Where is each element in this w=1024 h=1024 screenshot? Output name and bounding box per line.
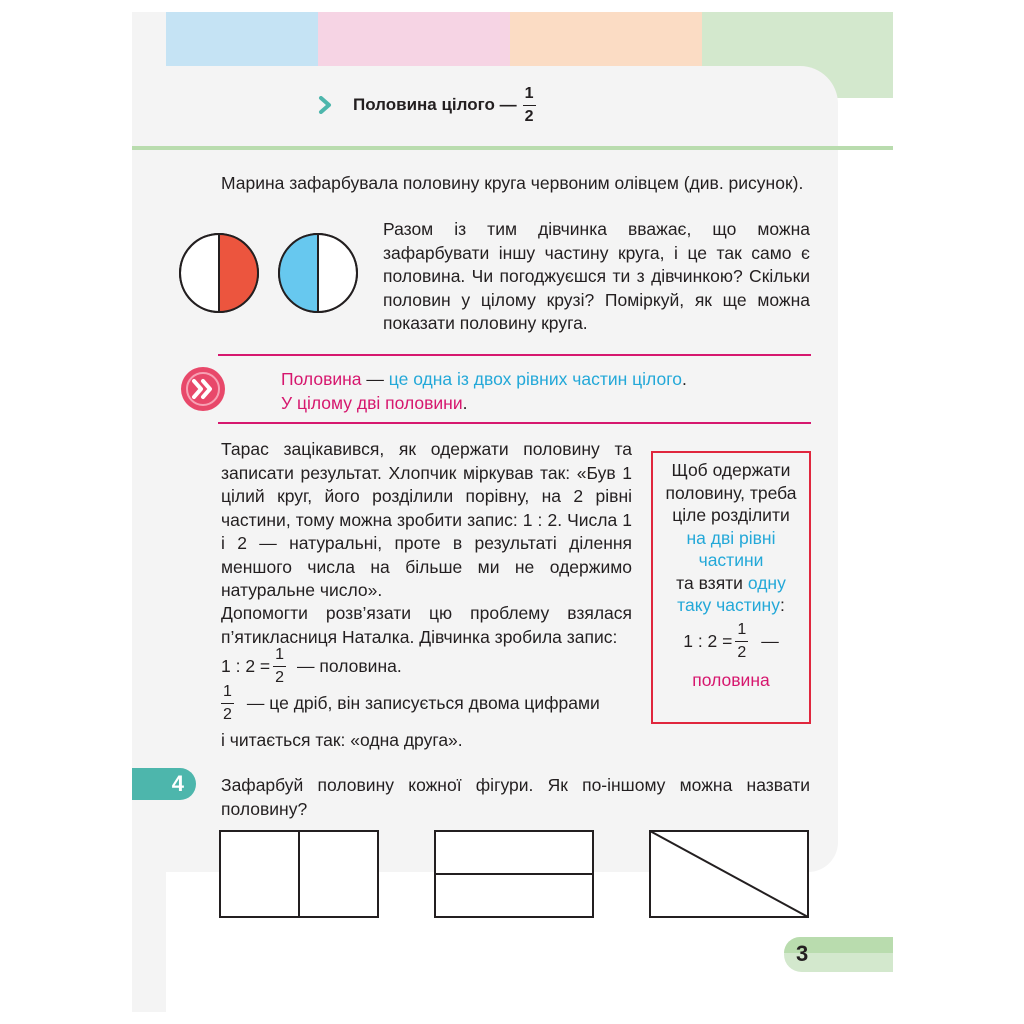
half-circles-figure xyxy=(178,230,360,321)
story-equation: 1 : 2 = $\frac{1}{2}$ — половина. xyxy=(221,645,402,686)
page-number-tab xyxy=(784,937,893,972)
definition-text: Половина — це одна із двох рівних частин цілого. У цілому дві половини. xyxy=(281,369,687,413)
definition-top-line xyxy=(218,354,811,356)
story-paragraph-1: Тарас зацікавився, як одержати половину та записати результат. Хлопчик міркував так: «Був 1 цілий круг, його розділили порівну, на 2 рівні частини, тому можна зробити запис: 1 : 2. Числа 1 і 2 — натуральні, проте в результаті ділення меншого числа на більше ми не одержимо натуральне число». xyxy=(221,439,632,600)
blue-half xyxy=(279,234,318,312)
story-paragraph-3-end: і читається так: «одна друга». xyxy=(221,730,463,750)
definition-bottom-line xyxy=(218,422,811,424)
rectangle-split-diagonal[interactable] xyxy=(649,830,811,925)
intro-question: Разом із тим дівчинка вважає, що можна зафарбувати іншу частину круга, і це так само є половина. Чи погоджуєшся ти з дівчинкою? Скільки половин у цілому крузі? Поміркуй, як ще можна показати половину круга. xyxy=(383,219,810,333)
rectangle-split-vertical[interactable] xyxy=(219,830,381,925)
intro-paragraph: Марина зафарбувала половину круга червоним олівцем (див. рисунок). xyxy=(221,173,804,193)
task-text: Зафарбуй половину кожної фігури. Як по-іншому можна назвати половину? xyxy=(221,775,810,819)
definition-term: Половина xyxy=(281,369,362,389)
task-number-badge: 4 xyxy=(132,768,196,800)
header-chevron-icon xyxy=(318,96,334,119)
red-half xyxy=(219,234,258,312)
header-stripe-pink xyxy=(318,12,510,66)
rule-box-equation: 1 : 2 = $\frac{1}{2}$ — xyxy=(683,621,779,661)
rule-box: Щоб одержати половину, треба ціле розділити на дві рівні частини та взяти одну таку частину: 1 : 2 = $\frac{1}{2}$ — половина xyxy=(651,451,811,724)
section-title xyxy=(353,82,539,128)
rectangle-split-horizontal[interactable] xyxy=(434,830,596,925)
story-fraction-line: $\frac{1}{2}$ — це дріб, він записується двома цифрами xyxy=(223,682,600,723)
section-title-fraction: $\frac{1}{2}$ xyxy=(524,84,534,125)
story-paragraph-2-start: Допомогти розв’язати цю проблему взялася п’ятикласниця Наталка. Дівчинка зробила запис: xyxy=(221,603,632,647)
double-chevron-icon xyxy=(180,366,226,417)
header-divider xyxy=(132,146,893,150)
header-stripe-peach xyxy=(510,12,702,66)
rule-box-result: половина xyxy=(692,669,770,690)
page-number: 3 xyxy=(796,941,809,966)
section-title-text: Половина цілого — xyxy=(353,95,517,114)
